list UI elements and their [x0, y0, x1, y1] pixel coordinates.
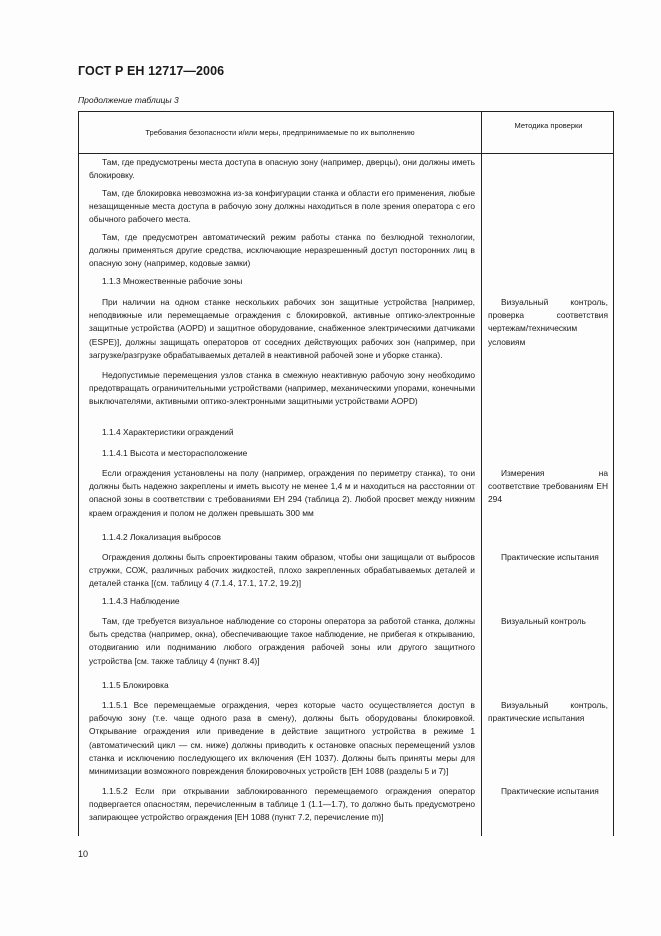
- table-caption: Продолжение таблицы 3: [78, 95, 179, 105]
- method-text: Практические испытания: [501, 552, 599, 562]
- document-code: ГОСТ Р ЕН 12717—2006: [78, 64, 225, 78]
- requirement-text: 1.1.5.2 Если при открывании заблокированного перемещаемого ограждения оператор подвергается опасностям, перечисленным в таблице 1 (1.1—1.7), то должно быть предусмотрено запирающее устройство ограждения [ЕН 1088 (пункт 7.2, перечисление m)]: [89, 786, 475, 823]
- requirement-text: Если ограждения установлены на полу (например, ограждения по периметру станка), то они должны быть надежно закреплены и иметь высоту не менее 1,4 м и находиться на расстоянии от опасной зоны в соответствии с требованиями ЕН 294 (таблица 2). Любой просвет между нижним краем ограждения и полом не должен превышать 300 мм: [89, 468, 475, 518]
- requirement-text: Ограждения должны быть спроектированы таким образом, чтобы они защищали от выбросов стружки, СОЖ, различных рабочих жидкостей, плохо закрепленных обрабатываемых деталей и деталей станка [(см. таблицу 4 (7.1.4, 17.1, 17.2, 19.2)]: [89, 552, 475, 589]
- requirement-text: Там, где предусмотрен автоматический режим работы станка по безлюдной технологии, должны применяться другие средства, исключающие неразрешенный доступ посторонних лиц в опасную зону (например, кодовые замки): [89, 232, 475, 269]
- method-text: Измерения на соответствие требованиям ЕН 294: [488, 468, 608, 505]
- header-divider: [79, 153, 613, 154]
- method-column-header: Методика проверки: [514, 121, 583, 130]
- page-number: 10: [78, 849, 89, 859]
- requirement-text: Недопустимые перемещения узлов станка в смежную неактивную рабочую зону необходимо предотвращать ограничительными устройствами (например, механическими упорами, конечными выключателями, активными оптико-электронными защитными устройствами AOPD): [89, 370, 475, 407]
- section-heading: 1.1.4.2 Локализация выбросов: [102, 532, 221, 542]
- method-text: Визуальный контроль, проверка соответствия чертежам/техническим условиям: [488, 297, 608, 347]
- requirement-text: Там, где предусмотрены места доступа в опасную зону (например, дверцы), они должны иметь блокировку.: [89, 157, 475, 181]
- section-heading: 1.1.3 Множественные рабочие зоны: [102, 276, 243, 286]
- section-heading: 1.1.4.3 Наблюдение: [102, 596, 180, 606]
- requirement-text: Там, где требуется визуальное наблюдение со стороны оператора за работой станка, должны быть средства (например, окна), обеспечивающие такое наблюдение, не прибегая к открыванию, отодвиганию или подниманию любого ограждения рабочей зоны или другого защитного устройства [см. также таблицу 4 (пункт 8.4)]: [89, 616, 475, 666]
- requirements-table: [78, 111, 614, 836]
- requirements-column-header: Требования безопасности и/или меры, предпринимаемые по их выполнению: [145, 128, 415, 137]
- method-text: Визуальный контроль: [501, 616, 586, 626]
- requirement-text: Там, где блокировка невозможна из-за конфигурации станка и области его применения, любые незащищенные места доступа в рабочую зону должны находиться в поле зрения оператора с его обычного рабочего места.: [89, 188, 475, 225]
- section-heading: 1.1.5 Блокировка: [102, 680, 169, 690]
- column-divider: [481, 112, 482, 836]
- section-heading: 1.1.4 Характеристики ограждений: [102, 427, 234, 437]
- method-text: Практические испытания: [501, 786, 599, 796]
- section-heading: 1.1.4.1 Высота и месторасположение: [102, 448, 248, 458]
- requirement-text: 1.1.5.1 Все перемещаемые ограждения, через которые часто осуществляется доступ в рабочую зону (т.е. чаще одного раза в смену), должны быть оборудованы блокировкой. Открывание ограждения или приведение в действие защитного устройства в режиме 1 (автоматический цикл — см. ниже) должны приводить к остановке опасных перемещений узлов станка и исключению последующего их включения (ЕН 1037). Должны быть приняты меры для минимизации возможного повреждения блокировочных устройств [ЕН 1088 (разделы 5 и 7)]: [89, 700, 475, 777]
- requirement-text: При наличии на одном станке нескольких рабочих зон защитные устройства [например, неподвижные или перемещаемые ограждения с блокировкой, активные оптико-электронные защитные устройства (AOPD) и защитное оборудование, снабженное электрическими датчиками (ESPE)], должны защищать операторов от соседних действующих рабочих зон (например, при загрузке/разгрузке обрабатываемых деталей в неактивной рабочей зоне и уборке станка).: [89, 297, 475, 360]
- method-text: Визуальный контроль, практические испытания: [488, 700, 608, 724]
